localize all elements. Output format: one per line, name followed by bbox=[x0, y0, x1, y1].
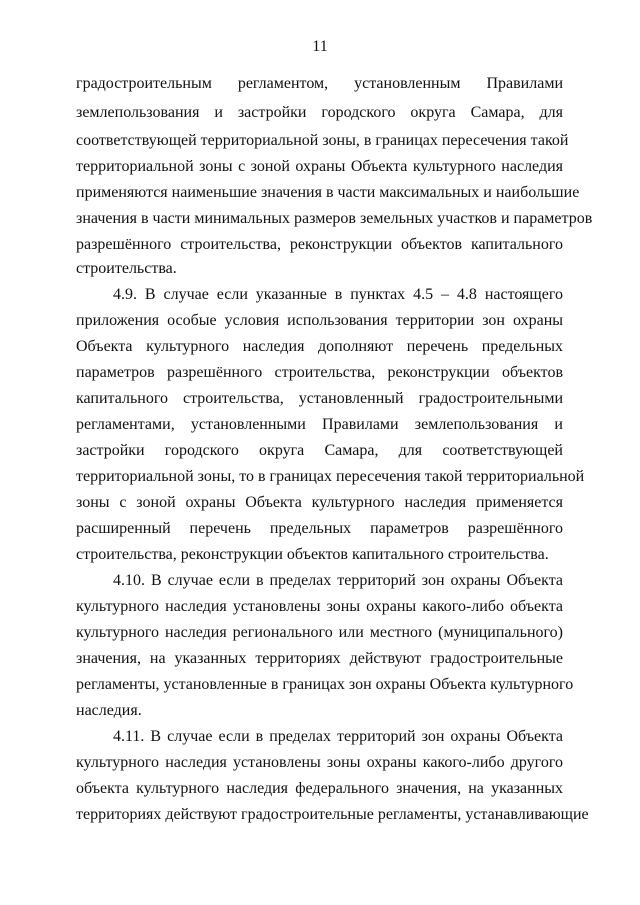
text-line: Объекта культурного наследия дополняют перечень предельных bbox=[76, 338, 563, 355]
text-line: градостроительным регламентом, установленным Правилами bbox=[76, 75, 563, 92]
text-line: приложения особые условия использования территории зон охраны bbox=[76, 312, 563, 329]
paragraph-first-line: 4.10. В случае если в пределах территорий зон охраны Объекта bbox=[113, 572, 563, 589]
text-line: регламентами, установленными Правилами землепользования и bbox=[76, 416, 563, 433]
text-line: соответствующей территориальной зоны, в границах пересечения такой bbox=[76, 132, 569, 149]
text-line: значения, на указанных территориях действуют градостроительные bbox=[76, 650, 563, 667]
text-line: параметров разрешённого строительства, реконструкции объектов bbox=[76, 364, 563, 381]
text-line: землепользования и застройки городского округа Самара, для bbox=[76, 104, 563, 121]
page-number: 11 bbox=[312, 38, 328, 55]
paragraph-first-line: 4.9. В случае если указанные в пунктах 4.5 – 4.8 настоящего bbox=[113, 286, 563, 303]
text-line: разрешённого строительства, реконструкции объектов капитального bbox=[76, 236, 563, 253]
text-line: культурного наследия установлены зоны охраны какого-либо другого bbox=[76, 754, 563, 771]
text-line: зоны с зоной охраны Объекта культурного наследия применяется bbox=[76, 494, 563, 511]
text-line: наследия. bbox=[76, 702, 142, 719]
text-line: применяются наименьшие значения в части максимальных и наибольшие bbox=[76, 184, 580, 201]
text-line: расширенный перечень предельных параметров разрешённого bbox=[76, 520, 563, 537]
text-line: культурного наследия установлены зоны охраны какого-либо объекта bbox=[76, 598, 563, 615]
text-line: объекта культурного наследия федерального значения, на указанных bbox=[76, 780, 563, 797]
text-line: застройки городского округа Самара, для соответствующей bbox=[76, 442, 563, 459]
text-line: капитального строительства, установленный градостроительными bbox=[76, 390, 563, 407]
text-line: территориальной зоны с зоной охраны Объекта культурного наследия bbox=[76, 158, 563, 175]
text-line: территориях действуют градостроительные регламенты, устанавливающие bbox=[76, 806, 589, 823]
text-line: строительства. bbox=[76, 260, 177, 277]
text-line: строительства, реконструкции объектов капитального строительства. bbox=[76, 546, 549, 563]
paragraph-first-line: 4.11. В случае если в пределах территорий зон охраны Объекта bbox=[113, 728, 563, 745]
text-line: регламенты, установленные в границах зон охраны Объекта культурного bbox=[76, 676, 574, 693]
text-line: территориальной зоны, то в границах пересечения такой территориальной bbox=[76, 468, 585, 485]
text-line: значения в части минимальных размеров земельных участков и параметров bbox=[76, 210, 593, 227]
text-line: культурного наследия регионального или местного (муниципального) bbox=[76, 624, 563, 641]
